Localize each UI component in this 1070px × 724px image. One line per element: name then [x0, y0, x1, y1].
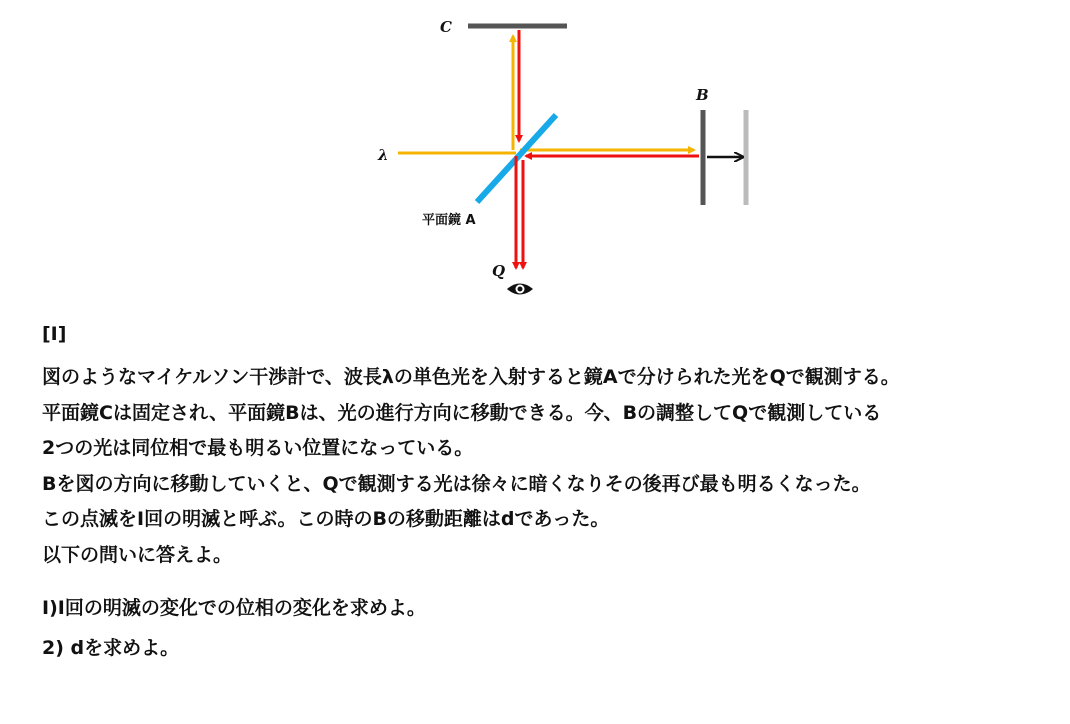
label-q: Q [492, 262, 506, 280]
paragraph-line: Bを図の方向に移動していくと、Qで観測する光は徐々に暗くなりその後再び最も明るくなった。 [42, 472, 871, 495]
paragraph-line: この点滅をⅠ回の明滅と呼ぶ。この時のBの移動距離はdであった。 [42, 508, 610, 531]
label-c: C [440, 18, 452, 36]
label-mirror-a: 平面鏡 A [422, 213, 476, 228]
question-list [42, 588, 1052, 668]
question-1: Ⅰ)Ⅰ回の明滅の変化での位相の変化を求めよ。 [42, 596, 426, 619]
eye-icon [507, 284, 533, 295]
question-2: 2) dを求めよ。 [42, 636, 180, 659]
paragraph-line: 図のようなマイケルソン干渉計で、波長λの単色光を入射すると鏡Aで分けられた光をQで観測する。 [42, 366, 900, 388]
problem-text [42, 318, 1052, 668]
problem-paragraph [42, 360, 1052, 574]
section-label: [Ⅰ] [42, 323, 67, 345]
paragraph-line: 以下の問いに答えよ。 [42, 543, 233, 566]
paragraph-line: 2つの光は同位相で最も明るい位置になっている。 [42, 437, 474, 460]
interferometer-diagram [0, 0, 1070, 310]
paragraph-line: 平面鏡Cは固定され、平面鏡Bは、光の進行方向に移動できる。今、Bの調整してQで観測している [42, 401, 882, 424]
label-lambda: λ [378, 146, 389, 164]
label-b: B [696, 86, 709, 104]
